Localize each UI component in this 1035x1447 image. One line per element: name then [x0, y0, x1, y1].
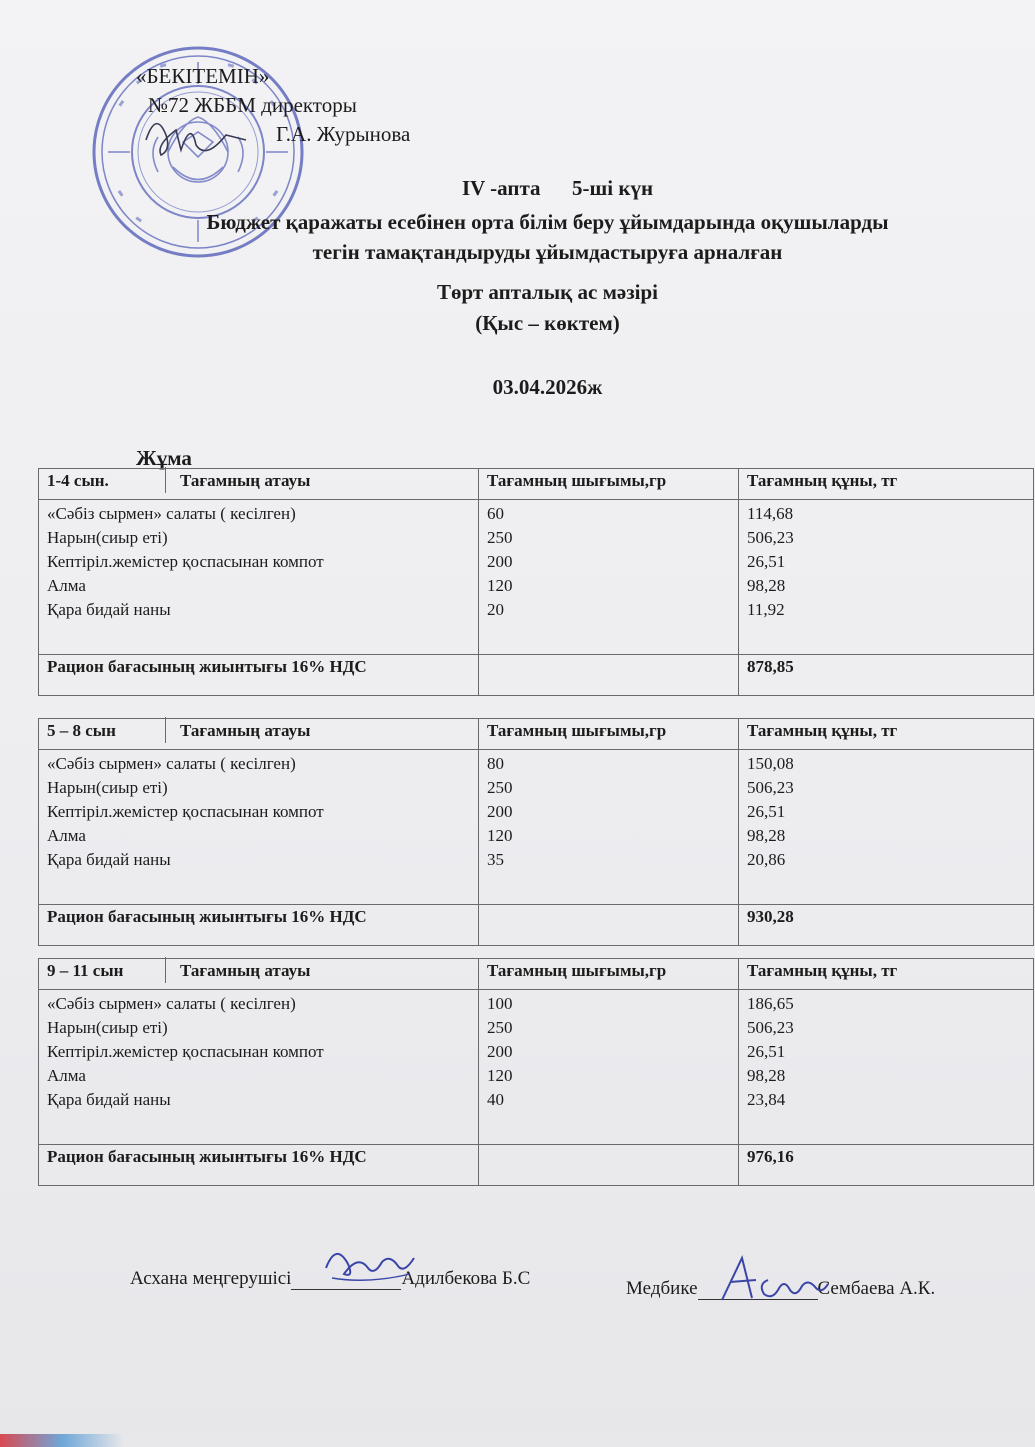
- total-row: [39, 905, 1034, 946]
- dish-name: Кептіріл.жемістер қоспасынан компот: [47, 552, 324, 571]
- approval-title: «БЕКІТЕМІН»: [136, 64, 270, 88]
- dish-price: 506,23: [747, 1018, 794, 1037]
- dish-price: 26,51: [747, 1042, 786, 1061]
- dish-price: 98,28: [747, 576, 786, 595]
- heading-line-1: Бюджет қаражаты есебінен орта білім беру ұйымдарында оқушыларды: [206, 210, 889, 234]
- week-day-heading: IV -апта 5-ші күн: [461, 176, 654, 200]
- dish-name: Кептіріл.жемістер қоспасынан компот: [47, 802, 324, 821]
- heading-season: (Қыс – көктем): [475, 311, 620, 335]
- dish-yield: 120: [487, 826, 513, 845]
- dish-yield: 40: [487, 1090, 504, 1109]
- table-header-row: [39, 469, 1034, 500]
- table-row: [39, 500, 1034, 655]
- total-label: Рацион бағасының жиынтығы 16% НДС: [39, 1145, 479, 1186]
- dish-yield: 250: [487, 1018, 513, 1037]
- menu-table-grade-5-8: [38, 718, 1034, 946]
- col-yield: Тағамның шығымы,гр: [479, 469, 739, 500]
- grade-group-label: 9 – 11 сын: [39, 957, 166, 983]
- total-value: 976,16: [739, 1145, 1034, 1186]
- dish-name: «Сәбіз сырмен» салаты ( кесілген): [47, 754, 296, 773]
- dish-yield: 120: [487, 576, 513, 595]
- dish-price: 150,08: [747, 754, 794, 773]
- dish-price: 186,65: [747, 994, 794, 1013]
- dish-price: 114,68: [747, 504, 794, 523]
- dish-yield: 250: [487, 778, 513, 797]
- total-label: Рацион бағасының жиынтығы 16% НДС: [39, 655, 479, 696]
- dish-price: 506,23: [747, 778, 794, 797]
- col-price: Тағамның құны, тг: [739, 719, 1034, 750]
- menu-date: 03.04.2026ж: [492, 375, 603, 399]
- dish-price: 11,92: [747, 600, 785, 619]
- weekday-label: Жұма: [136, 446, 192, 470]
- dish-name: Қара бидай наны: [47, 600, 171, 619]
- nurse-role-label: Медбике: [626, 1278, 698, 1299]
- dish-yield: 35: [487, 850, 504, 869]
- menu-table-grade-9-11: [38, 958, 1034, 1186]
- dish-price: 20,86: [747, 850, 786, 869]
- dish-price: 98,28: [747, 1066, 786, 1085]
- canteen-role-label: Асхана меңгерушісі: [130, 1268, 292, 1289]
- col-yield: Тағамның шығымы,гр: [479, 959, 739, 990]
- total-label: Рацион бағасының жиынтығы 16% НДС: [39, 905, 479, 946]
- dish-name: «Сәбіз сырмен» салаты ( кесілген): [47, 994, 296, 1013]
- dish-name: Қара бидай наны: [47, 850, 171, 869]
- dish-price: 98,28: [747, 826, 786, 845]
- dish-yield: 80: [487, 754, 504, 773]
- dish-name: Алма: [47, 826, 86, 845]
- col-price: Тағамның құны, тг: [739, 469, 1034, 500]
- dish-name: Кептіріл.жемістер қоспасынан компот: [47, 1042, 324, 1061]
- heading-line-3: Төрт апталық ас мәзірі: [436, 280, 659, 304]
- table-header-row: [39, 719, 1034, 750]
- dish-yield: 200: [487, 802, 513, 821]
- dish-name: «Сәбіз сырмен» салаты ( кесілген): [47, 504, 296, 523]
- col-yield: Тағамның шығымы,гр: [479, 719, 739, 750]
- total-value: 930,28: [739, 905, 1034, 946]
- dish-price: 26,51: [747, 552, 786, 571]
- dish-name: Қара бидай наны: [47, 1090, 171, 1109]
- canteen-manager-name: Адилбекова Б.С: [401, 1268, 531, 1289]
- dish-price: 506,23: [747, 528, 794, 547]
- dish-yield: 100: [487, 994, 513, 1013]
- col-price: Тағамның құны, тг: [739, 959, 1034, 990]
- total-row: [39, 1145, 1034, 1186]
- approval-position: №72 ЖББМ директоры: [148, 93, 357, 117]
- dish-yield: 120: [487, 1066, 513, 1085]
- table-header-row: [39, 959, 1034, 990]
- dish-price: 23,84: [747, 1090, 786, 1109]
- col-dish-name: Тағамның атауы: [180, 721, 311, 740]
- director-signature-icon: [136, 100, 256, 170]
- dish-name: Нарын(сиыр еті): [47, 528, 168, 547]
- dish-name: Нарын(сиыр еті): [47, 1018, 168, 1037]
- approval-director-name: Г.А. Журынова: [276, 122, 411, 146]
- dish-name: Алма: [47, 576, 86, 595]
- heading-line-2: тегін тамақтандыруды ұйымдастыруға арналған: [312, 240, 783, 264]
- col-dish-name: Тағамның атауы: [180, 961, 311, 980]
- col-dish-name: Тағамның атауы: [180, 471, 311, 490]
- menu-table-grade-1-4: [38, 468, 1034, 696]
- dish-yield: 20: [487, 600, 504, 619]
- table-row: [39, 750, 1034, 905]
- grade-group-label: 1-4 сын.: [39, 467, 166, 493]
- nurse-name: Сембаева А.К.: [817, 1278, 936, 1299]
- dish-yield: 60: [487, 504, 504, 523]
- bottom-edge-strip: [0, 1434, 1035, 1447]
- canteen-signature-icon: [318, 1234, 418, 1290]
- total-value: 878,85: [739, 655, 1034, 696]
- dish-yield: 200: [487, 1042, 513, 1061]
- total-row: [39, 655, 1034, 696]
- grade-group-label: 5 – 8 сын: [39, 717, 166, 743]
- dish-yield: 200: [487, 552, 513, 571]
- dish-yield: 250: [487, 528, 513, 547]
- dish-name: Нарын(сиыр еті): [47, 778, 168, 797]
- nurse-signature-icon: [712, 1250, 832, 1310]
- table-row: [39, 990, 1034, 1145]
- dish-name: Алма: [47, 1066, 86, 1085]
- dish-price: 26,51: [747, 802, 786, 821]
